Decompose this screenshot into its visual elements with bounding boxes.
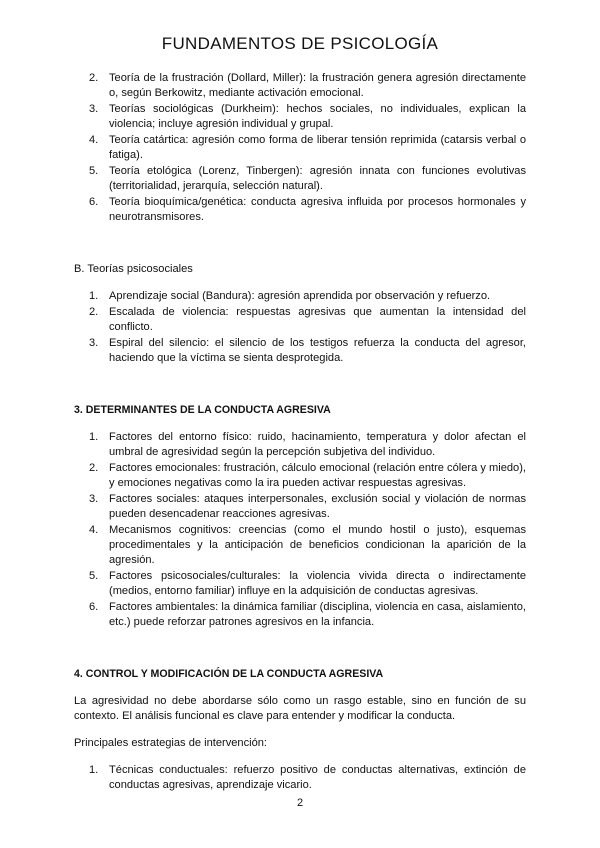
list-item-number: 4. <box>89 524 99 536</box>
subsection-heading-psychosocial: B. Teorías psicosociales <box>74 263 193 275</box>
list-item-text: Teoría catártica: agresión como forma de liberar tensión reprimida (catarsis verbal o fatiga). <box>109 134 526 161</box>
list-item <box>74 461 526 491</box>
strategies-heading: Principales estrategias de intervención: <box>74 737 268 749</box>
list-item <box>74 569 526 599</box>
list-item-number: 3. <box>89 103 99 115</box>
list-item-number: 1. <box>89 431 99 443</box>
list-item <box>74 600 526 630</box>
list-item-number: 1. <box>89 290 99 302</box>
strategies-list <box>74 763 526 793</box>
list-item-number: 4. <box>89 134 99 146</box>
list-item-text: Espiral del silencio: el silencio de los testigos refuerza la conducta del agresor, haciendo que la víctima se sienta desprotegida. <box>109 337 526 364</box>
list-item-text: Factores emocionales: frustración, cálculo emocional (relación entre cólera y miedo), y emociones negativas como la ira pueden activar respuestas agresivas. <box>109 462 526 489</box>
list-item-text: Teoría etológica (Lorenz, Tinbergen): agresión innata con funciones evolutivas (territorialidad, jerarquía, selección natural). <box>109 165 526 192</box>
list-item-number: 6. <box>89 601 99 613</box>
list-item <box>74 492 526 522</box>
list-item <box>74 289 526 304</box>
list-item-number: 5. <box>89 570 99 582</box>
list-item <box>74 763 526 793</box>
list-item-number: 1. <box>89 764 99 776</box>
theories-list-continued <box>74 71 526 225</box>
intro-paragraph: La agresividad no debe abordarse sólo como un rasgo estable, sino en función de su contexto. El análisis funcional es clave para entender y modificar la conducta. <box>74 695 526 722</box>
list-item-text: Mecanismos cognitivos: creencias (como el mundo hostil o justo), esquemas procedimentales y la anticipación de beneficios condicionan la aparición de la agresión. <box>109 524 526 566</box>
list-item <box>74 430 526 460</box>
list-item-number: 2. <box>89 72 99 84</box>
list-item <box>74 195 526 225</box>
list-item-text: Factores ambientales: la dinámica familiar (disciplina, violencia en casa, aislamiento, etc.) puede reforzar patrones agresivos en la infancia. <box>109 601 526 628</box>
list-item-number: 5. <box>89 165 99 177</box>
list-item-text: Teorías sociológicas (Durkheim): hechos sociales, no individuales, explican la violencia; incluye agresión individual y grupal. <box>109 103 526 130</box>
determinants-list <box>74 430 526 630</box>
list-item <box>74 133 526 163</box>
list-item-text: Factores psicosociales/culturales: la violencia vivida directa o indirectamente (medios, entorno familiar) influye en la adquisición de conductas agresivas. <box>109 570 526 597</box>
list-item-number: 2. <box>89 306 99 318</box>
list-item <box>74 102 526 132</box>
list-item-text: Aprendizaje social (Bandura): agresión aprendida por observación y refuerzo. <box>109 290 491 302</box>
list-item <box>74 336 526 366</box>
list-item-number: 3. <box>89 493 99 505</box>
page-number: 2 <box>296 797 304 809</box>
page-content <box>74 71 526 794</box>
list-item-number: 3. <box>89 337 99 349</box>
list-item-text: Factores del entorno físico: ruido, hacinamiento, temperatura y dolor afectan el umbral de agresividad según la percepción subjetiva del individuo. <box>109 431 526 458</box>
list-item-number: 2. <box>89 462 99 474</box>
page-title: FUNDAMENTOS DE PSICOLOGÍA <box>161 34 439 53</box>
list-item-number: 6. <box>89 196 99 208</box>
list-item <box>74 71 526 101</box>
list-item-text: Técnicas conductuales: refuerzo positivo de conductas alternativas, extinción de conductas agresivas, aprendizaje vicario. <box>109 764 526 791</box>
list-item <box>74 305 526 335</box>
list-item-text: Escalada de violencia: respuestas agresivas que aumentan la intensidad del conflicto. <box>109 306 526 333</box>
list-item-text: Teoría de la frustración (Dollard, Miller): la frustración genera agresión directamente o, según Berkowitz, mediante activación emocional. <box>109 72 526 99</box>
list-item <box>74 523 526 568</box>
section-heading-control: 4. CONTROL Y MODIFICACIÓN DE LA CONDUCTA AGRESIVA <box>74 668 384 680</box>
list-item-text: Teoría bioquímica/genética: conducta agresiva influida por procesos hormonales y neurotransmisores. <box>109 196 526 223</box>
list-item-text: Factores sociales: ataques interpersonales, exclusión social y violación de normas pueden desencadenar reacciones agresivas. <box>109 493 526 520</box>
psychosocial-theories-list <box>74 289 526 366</box>
list-item <box>74 164 526 194</box>
section-heading-determinants: 3. DETERMINANTES DE LA CONDUCTA AGRESIVA <box>74 404 331 416</box>
